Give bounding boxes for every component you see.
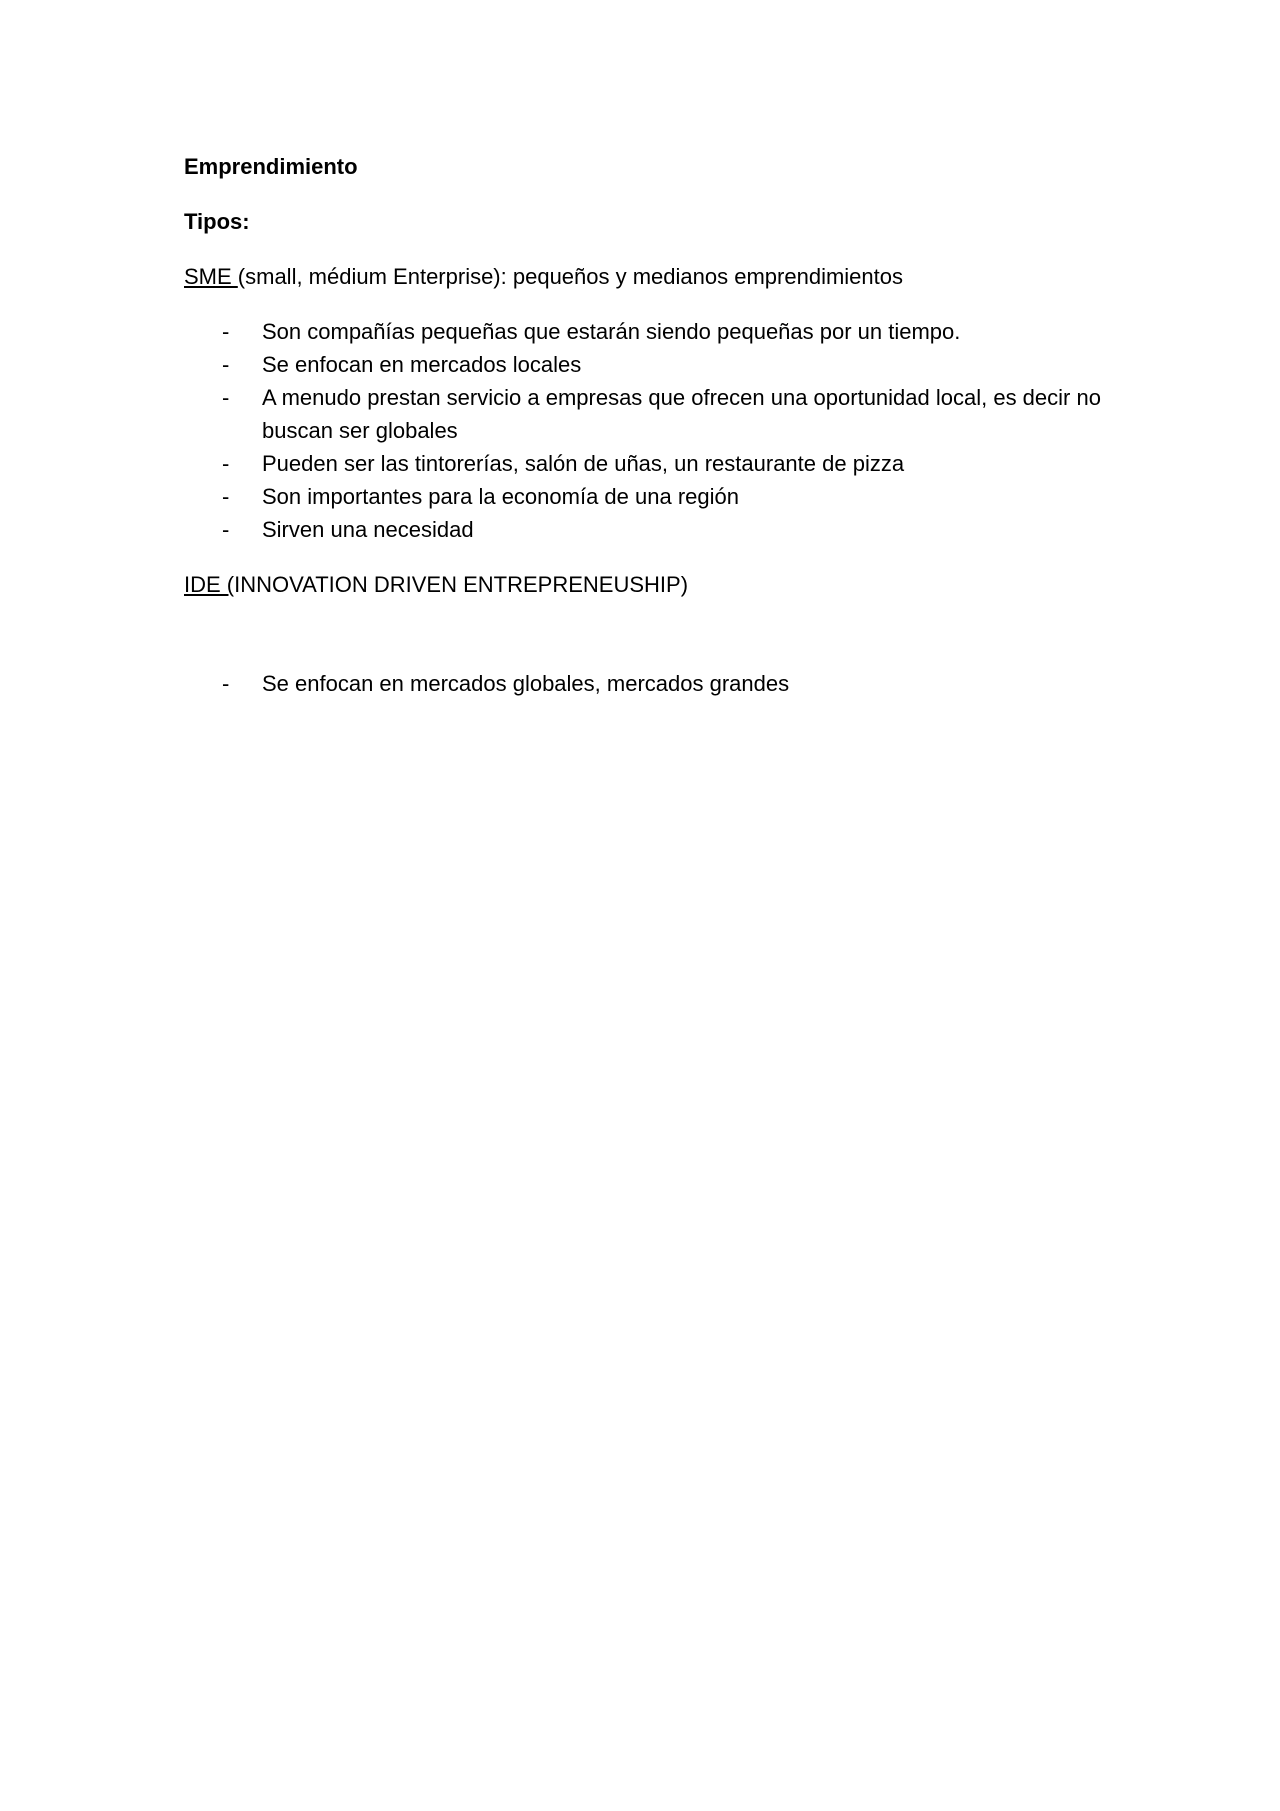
- dash-bullet: -: [222, 352, 230, 377]
- ide-heading: [184, 568, 1104, 601]
- list-item-text: A menudo prestan servicio a empresas que ofrecen una oportunidad local, es decir no buscan ser globales: [262, 385, 1101, 443]
- ide-description: INNOVATION DRIVEN ENTREPRENEUSHIP): [234, 572, 689, 597]
- dash-bullet: -: [222, 517, 230, 542]
- dash-bullet: -: [222, 451, 230, 476]
- dash-bullet: -: [222, 319, 230, 344]
- list-item: [184, 667, 1104, 700]
- list-item: [184, 315, 1104, 348]
- dash-bullet: -: [222, 385, 230, 410]
- list-item: [184, 348, 1104, 381]
- list-item: [184, 381, 1104, 447]
- dash-bullet: -: [222, 671, 230, 696]
- sme-term: SME: [184, 264, 238, 289]
- ide-term: IDE (: [184, 572, 235, 597]
- list-item-text: Sirven una necesidad: [262, 517, 474, 542]
- list-item-text: Pueden ser las tintorerías, salón de uñas, un restaurante de pizza: [262, 451, 905, 476]
- ide-bullet-list: [184, 667, 1104, 700]
- list-item-text: Son importantes para la economía de una región: [262, 484, 739, 509]
- document-body: [184, 150, 1104, 722]
- list-item: [184, 447, 1104, 480]
- sme-heading: [184, 260, 1104, 293]
- list-item-text: Se enfocan en mercados locales: [262, 352, 582, 377]
- sme-bullet-list: [184, 315, 1104, 546]
- empty-paragraph: [184, 623, 1104, 667]
- list-item-text: Son compañías pequeñas que estarán siendo pequeñas por un tiempo.: [262, 319, 961, 344]
- dash-bullet: -: [222, 484, 230, 509]
- sme-description: (small, médium Enterprise): pequeños y medianos emprendimientos: [237, 264, 903, 289]
- list-item: [184, 513, 1104, 546]
- section-subtitle: Tipos:: [184, 209, 250, 234]
- document-title: Emprendimiento: [184, 154, 358, 179]
- list-item: [184, 480, 1104, 513]
- list-item-text: Se enfocan en mercados globales, mercados grandes: [262, 671, 790, 696]
